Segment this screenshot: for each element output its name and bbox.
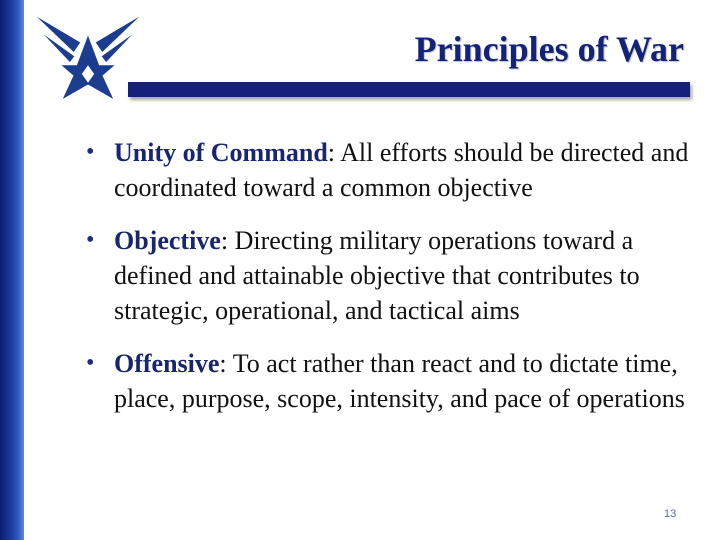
left-decorative-strip (0, 0, 24, 540)
bullet-separator: : (327, 138, 341, 167)
bullet-term: Unity of Command (114, 138, 328, 167)
bullet-separator: : (220, 226, 235, 255)
title-underline-bar (128, 82, 690, 97)
bullet-text: Directing military operations toward a defined and attainable objective that contributes to strategic, operational, and tactical aims (114, 226, 640, 325)
bullet-offensive (82, 346, 692, 416)
slide-title: Principles of War (414, 29, 684, 69)
page-number: 13 (664, 508, 677, 520)
bullet-list (82, 135, 692, 434)
bullet-objective (82, 223, 692, 328)
bullet-dot-icon: • (86, 350, 95, 376)
bullet-text: All efforts should be directed and coordinated toward a common objective (114, 138, 689, 202)
bullet-text: To act rather than react and to dictate time, place, purpose, scope, intensity, and pace of operations (114, 349, 685, 413)
bullet-unity-of-command (82, 135, 692, 205)
bullet-term: Objective (114, 226, 221, 255)
bullet-dot-icon: • (86, 139, 95, 165)
bullet-dot-icon: • (86, 227, 95, 253)
bullet-separator: : (219, 349, 233, 378)
bullet-term: Offensive (114, 349, 220, 378)
